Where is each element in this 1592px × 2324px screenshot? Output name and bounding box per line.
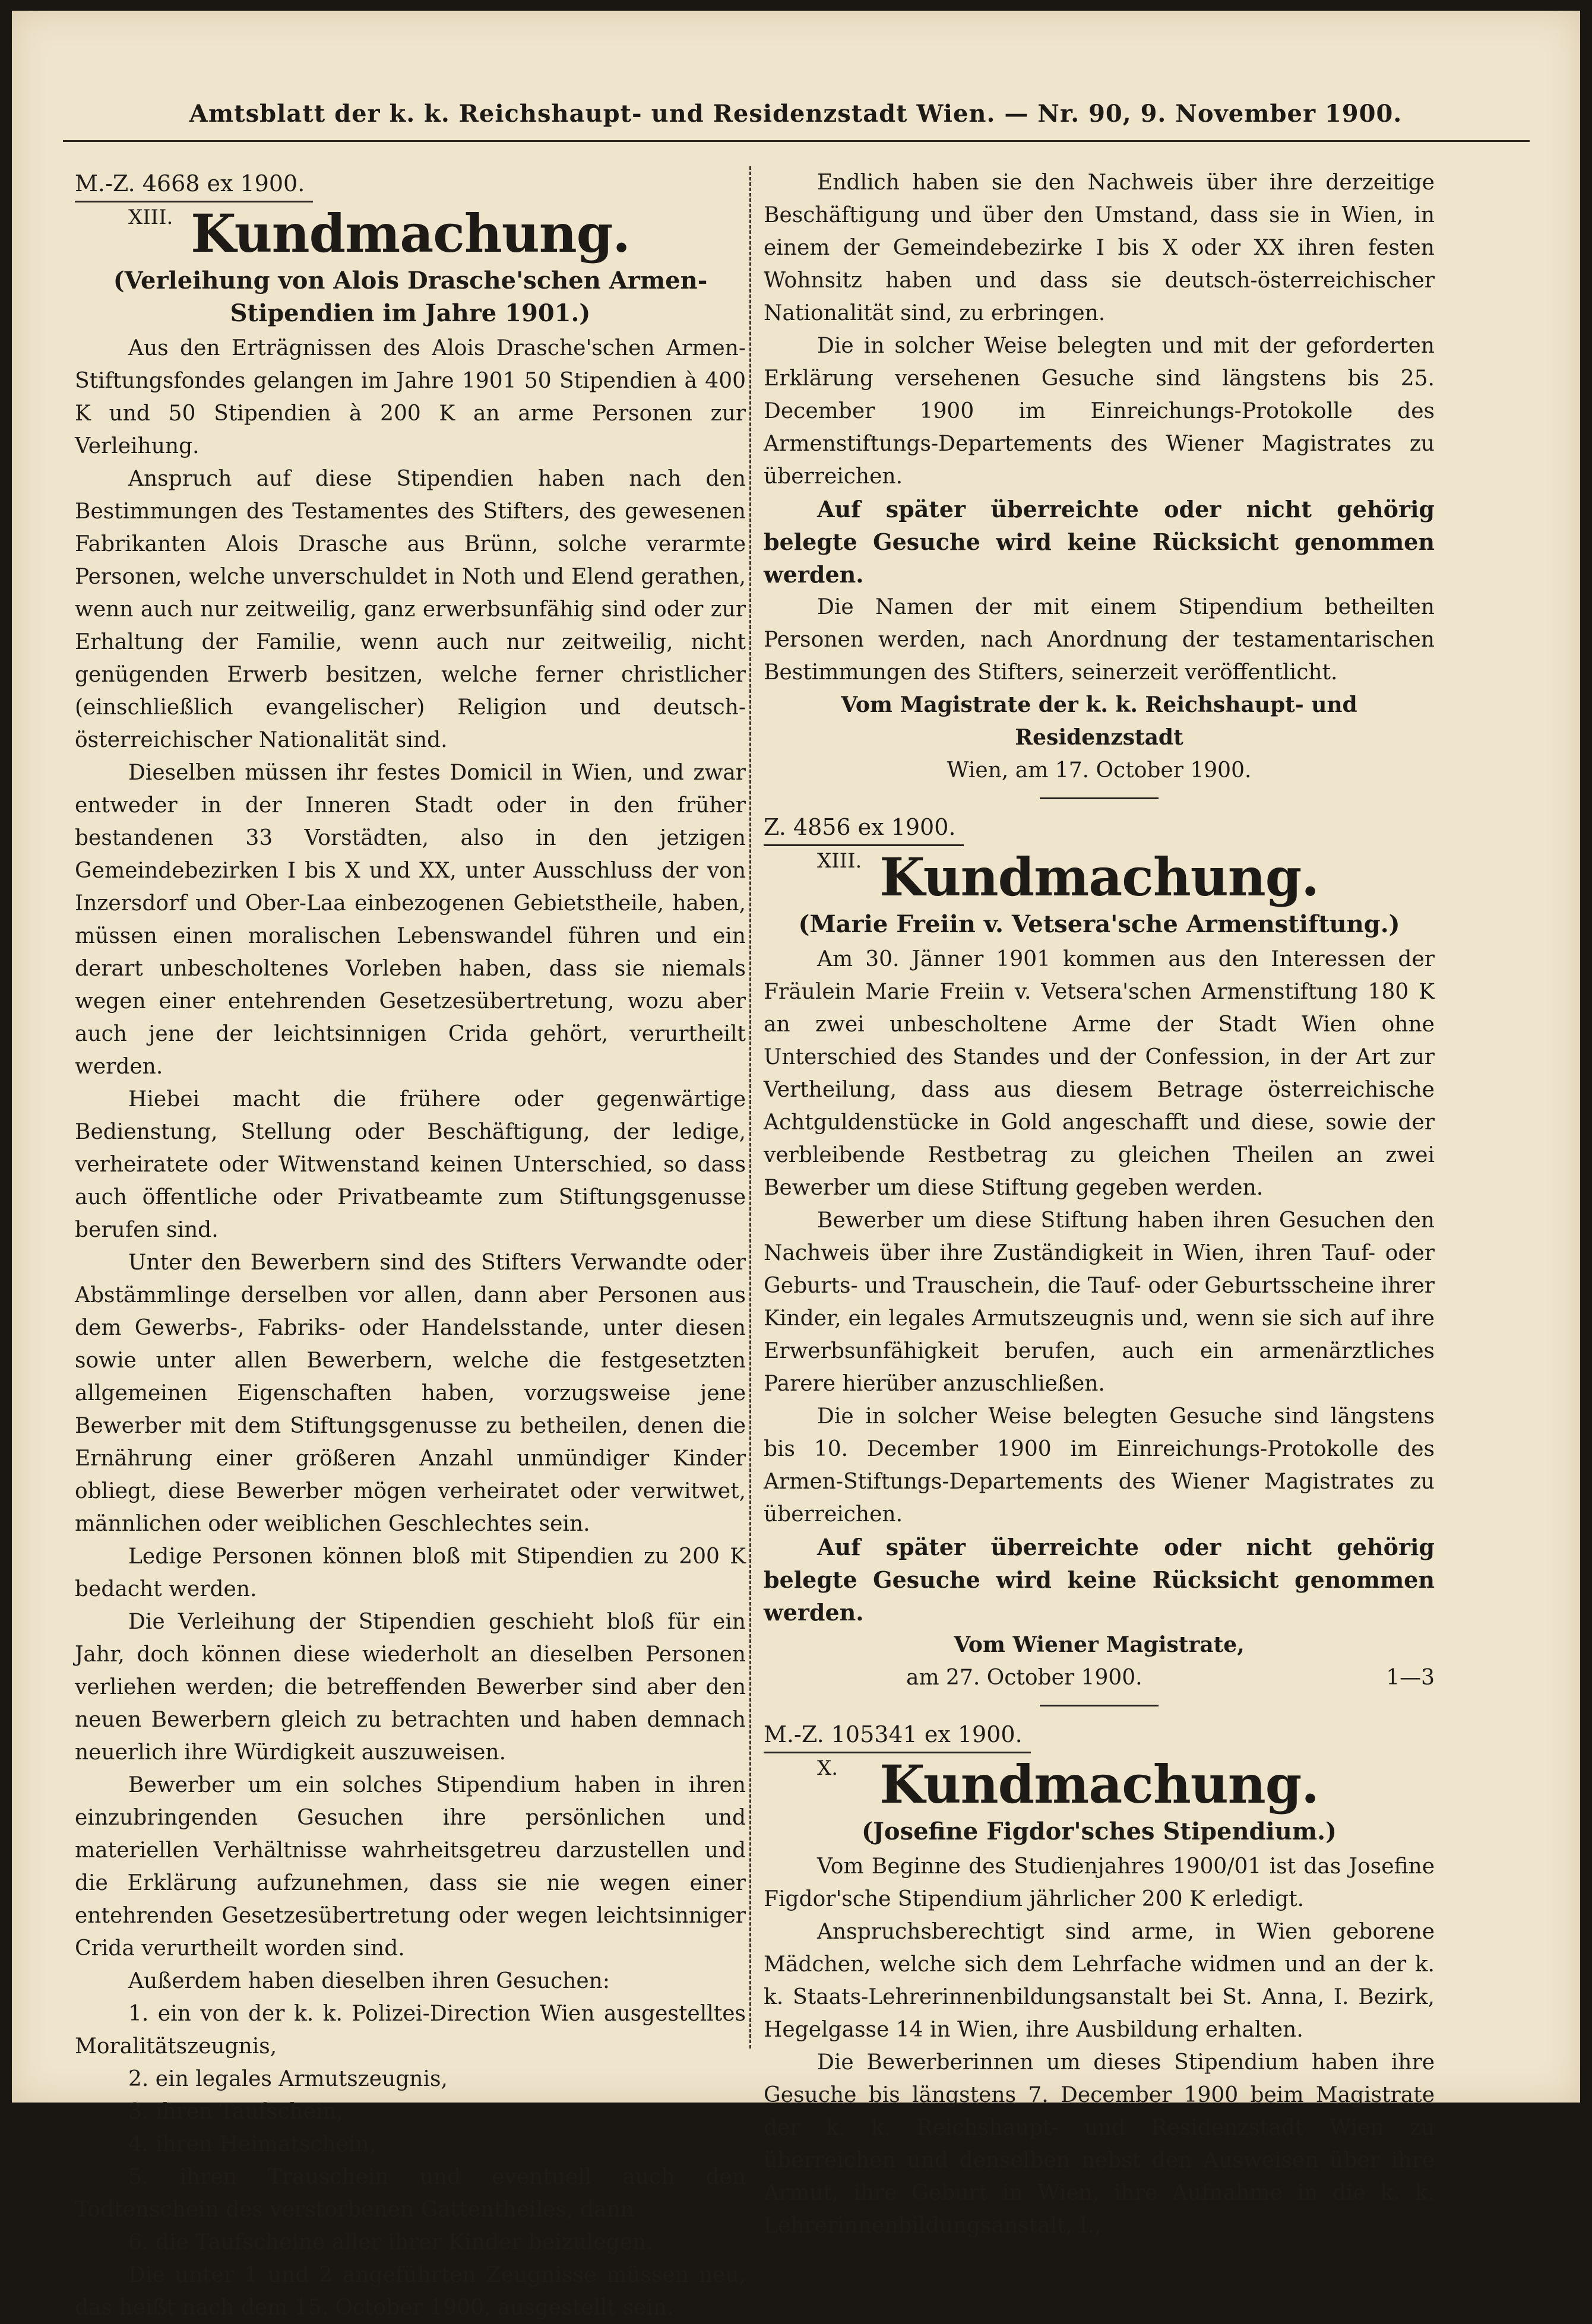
column-divider bbox=[749, 166, 753, 2048]
separator-rule bbox=[1040, 1705, 1159, 1706]
notice2-paragraph: Am 30. Jänner 1901 kommen aus den Interessen der Fräulein Marie Freiin v. Vetsera'schen Armenstiftung 180 K an zwei unbescholtene Arme der Stadt Wien ohne Unterschied des Standes und der Confession, in der Art zur Vertheilung, dass aus diesem Betrage österreichische Achtguldenstücke in Gold angeschafft und diese, sowie der verbleibende Restbetrag zu gleichen Theilen an zwei Bewerber um diese Stiftung gegeben werden. bbox=[764, 947, 1435, 1200]
page-header: Amtsblatt der k. k. Reichshaupt- und Residenzstadt Wien. — Nr. 90, 9. November 1900. bbox=[189, 100, 1403, 128]
notice1-cont-paragraph: Endlich haben sie den Nachweis über ihre derzeitige Beschäftigung und über den Umstand, dass sie in Wien, in einem der Gemeindebezirke I bis X oder XX ihren festen Wohnsitz haben und dass sie deutsch-österreichischer Nationalität sind, zu erbringen. bbox=[764, 170, 1435, 325]
notice1-document-list bbox=[75, 1997, 746, 2259]
notice1-paragraph: Hiebei macht die frühere oder gegenwärtige Bedienstung, Stellung oder Beschäftigung, der ledige, verheiratete oder Witwenstand keinen Unterschied, so dass auch öffentliche oder Privatbeamte zum Stiftungsgenusse berufen sind. bbox=[75, 1087, 746, 1242]
notice1-reference: M.-Z. 4668 ex 1900. bbox=[75, 166, 313, 202]
notice2-subtitle: (Marie Freiin v. Vetsera'sche Armenstiftung.) bbox=[798, 910, 1400, 938]
notice2-reference: Z. 4856 ex 1900. bbox=[764, 810, 964, 846]
notice1-paragraph: Anspruch auf diese Stipendien haben nach den Bestimmungen des Testamentes des Stifters, des gewesenen Fabrikanten Alois Drasche aus Brünn, solche verarmte Personen, welche unverschuldet in Noth und Elend gerathen, wenn auch nur zeitweilig, ganz erwerbsunfähig sind oder zur Erhaltung der Familie, wenn auch nur zeitweilig, nicht genügenden Erwerb besitzen, welche ferner christlicher (einschließlich evangelischer) Religion und deutsch-österreichischer Nationalität sind. bbox=[75, 467, 746, 752]
notice3-title: Kundmachung. bbox=[879, 1753, 1319, 1815]
notice3-paragraph: Vom Beginne des Studienjahres 1900/01 ist das Josefine Figdor'sche Stipendium jährlicher 200 K erledigt. bbox=[764, 1854, 1435, 1911]
notice1-paragraph: Unter den Bewerbern sind des Stifters Verwandte oder Abstämmlinge derselben vor allen, dann aber Personen aus dem Gewerbs-, Fabriks- oder Handelsstande, unter diesen sowie unter allen Bewerbern, welche die festgesetzten allgemeinen Eigenschaften haben, vorzugsweise jene Bewerber mit dem Stiftungsgenusse zu betheilen, denen die Ernährung einer größeren Anzahl unmündiger Kinder obliegt, diese Bewerber mögen verheiratet oder verwitwet, männlichen oder weiblichen Geschlechtes sein. bbox=[75, 1250, 746, 1536]
notice2-insertion-note: 1—3 bbox=[1386, 1666, 1435, 1690]
list-item: 3. ihren Taufschein, bbox=[128, 2100, 344, 2124]
notice1-subtitle: (Verleihung von Alois Drasche'schen Armen-Stipendien im Jahre 1901.) bbox=[113, 267, 708, 327]
newspaper-page bbox=[12, 11, 1580, 2320]
right-column bbox=[764, 166, 1435, 2242]
list-item: 2. ein legales Armutszeugnis, bbox=[128, 2067, 448, 2091]
notice1-paragraph: Dieselben müssen ihr festes Domicil in Wien, und zwar entweder in der Inneren Stadt oder in den früher bestandenen 33 Vorstädten, also in den jetzigen Gemeindebezirken I bis X und XX, unter Ausschluss der von Inzersdorf und Ober-Laa einbezogenen Gebietstheile, haben, müssen einen moralischen Lebenswandel führen und ein derart unbescholtenes Vorleben haben, dass sie niemals wegen einer entehrenden Gesetzesübertretung, wozu aber auch jene der leichtsinnigen Crida gehört, verurtheilt werden. bbox=[75, 761, 746, 1079]
notice1-date: Wien, am 17. October 1900. bbox=[947, 758, 1252, 783]
notice2-paragraph: Die in solcher Weise belegten Gesuche sind längstens bis 10. December 1900 im Einreichungs-Protokolle des Armen-Stiftungs-Departements des Wiener Magistrates zu überreichen. bbox=[764, 1404, 1435, 1527]
notice3-reference: M.-Z. 105341 ex 1900. bbox=[764, 1717, 1031, 1753]
notice1-closing: Die unter 1 und 2 angeführten Zeugnisse müssen neu, das heißt nach dem 15. October 1900, ausgestellt sein. bbox=[75, 2263, 746, 2320]
notice2-title: Kundmachung. bbox=[879, 846, 1319, 908]
notice2-warning: Auf später überreichte oder nicht gehörig belegte Gesuche wird keine Rücksicht genommen werden. bbox=[764, 1534, 1435, 1626]
notice1-paragraph: Die Verleihung der Stipendien geschieht bloß für ein Jahr, doch können diese wiederholt an dieselben Personen verliehen werden; die betreffenden Bewerber sind aber den neuen Bewerbern gleich zu betrachten und haben demnach neuerlich ihre Würdigkeit auszuweisen. bbox=[75, 1610, 746, 1765]
notice1-cont-paragraph: Die in solcher Weise belegten und mit der geforderten Erklärung versehenen Gesuche sind längstens bis 25. December 1900 im Einreichungs-Protokolle des Armenstiftungs-Departements des Wiener Magistrates zu überreichen. bbox=[764, 334, 1435, 489]
notice1-cont-paragraph: Die Namen der mit einem Stipendium betheilten Personen werden, nach Anordnung der testamentarischen Bestimmungen des Stifters, seinerzeit veröffentlicht. bbox=[764, 595, 1435, 685]
notice3-paragraph: Die Bewerberinnen um dieses Stipendium haben ihre Gesuche bis längstens 7. December 1900 beim Magistrate der k. k. Reichshaupt- und Residenzstadt Wien zu überreichen und denselben nebst den Ausweisen über ihre Armut, ihre Geburt in Wien, ihre Aufnahme in die k. k. Lehrerinnenbildungsanstalt, I., bbox=[764, 2050, 1435, 2238]
list-item: 5. ihren Trauschein und eventuell auch den Todtenschein des verstorbenen Gattentheiles, dann bbox=[75, 2165, 746, 2222]
notice1-paragraph: Bewerber um ein solches Stipendium haben in ihren einzubringenden Gesuchen ihre persönlichen und materiellen Verhältnisse wahrheitsgetreu darzustellen und die Erklärung aufzunehmen, dass sie nie wegen einer entehrenden Gesetzesübertretung oder wegen leichtsinniger Crida verurtheilt worden sind. bbox=[75, 1773, 746, 1961]
notice2-paragraph: Bewerber um diese Stiftung haben ihren Gesuchen den Nachweis über ihre Zuständigkeit in Wien, ihren Tauf- oder Geburts- und Trauschein, die Tauf- oder Geburtsscheine ihrer Kinder, ein legales Armutszeugnis und, wenn sie sich auf ihre Erwerbsunfähigkeit berufen, auch ein armenärztliches Parere hierüber anzuschließen. bbox=[764, 1208, 1435, 1396]
separator-rule bbox=[1040, 797, 1159, 799]
notice2-heading bbox=[764, 846, 1435, 908]
header-rule bbox=[63, 140, 1530, 142]
notice1-heading bbox=[75, 202, 746, 264]
notice1-warning: Auf später überreichte oder nicht gehörig belegte Gesuche wird keine Rücksicht genommen werden. bbox=[764, 496, 1435, 588]
notice1-paragraph: Außerdem haben dieselben ihren Gesuchen: bbox=[128, 1969, 610, 1993]
notice1-signature: Vom Magistrate der k. k. Reichshaupt- und Residenzstadt bbox=[841, 692, 1357, 750]
notice2-section-number: XIII. bbox=[817, 849, 862, 873]
list-item: 4. ihren Heimatschein, bbox=[128, 2132, 376, 2157]
notice1-paragraph: Aus den Erträgnissen des Alois Drasche'schen Armen-Stiftungsfondes gelangen im Jahre 1901 50 Stipendien à 400 K und 50 Stipendien à 200 K an arme Personen zur Verleihung. bbox=[75, 336, 746, 458]
notice2-signature: Vom Wiener Magistrate, bbox=[954, 1632, 1245, 1657]
left-column bbox=[75, 166, 746, 2324]
notice3-paragraph: Anspruchsberechtigt sind arme, in Wien geborene Mädchen, welche sich dem Lehrfache widmen und an der k. k. Staats-Lehrerinnenbildungsanstalt bei St. Anna, I. Bezirk, Hegelgasse 14 in Wien, ihre Ausbildung erhalten. bbox=[764, 1920, 1435, 2042]
list-item: 1. ein von der k. k. Polizei-Direction Wien ausgestelltes Moralitätszeugnis, bbox=[75, 2002, 746, 2059]
notice3-section-number: X. bbox=[817, 1756, 838, 1780]
notice3-heading bbox=[764, 1753, 1435, 1815]
notice2-date: am 27. October 1900. bbox=[906, 1666, 1142, 1690]
notice1-section-number: XIII. bbox=[128, 205, 173, 229]
list-item: 6. die Taufscheine aller ihrer Kinder beizulegen. bbox=[128, 2230, 653, 2255]
notice2-date-row bbox=[764, 1661, 1435, 1694]
notice1-paragraph: Ledige Personen können bloß mit Stipendien zu 200 K bedacht werden. bbox=[75, 1544, 746, 1601]
notice3-subtitle: (Josefine Figdor'sches Stipendium.) bbox=[862, 1818, 1337, 1845]
notice1-title: Kundmachung. bbox=[191, 202, 630, 264]
